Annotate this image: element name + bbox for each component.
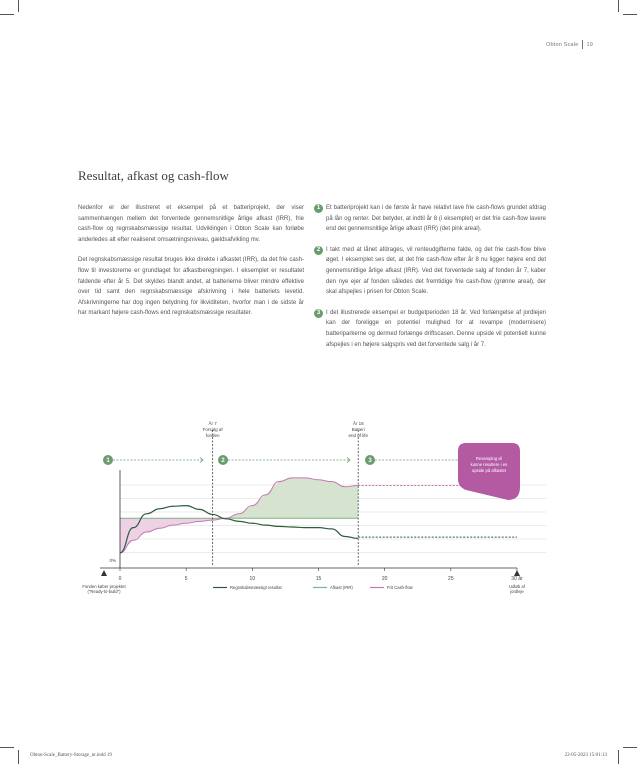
legend-label: Regnskabsmæssigt resultat: [230, 585, 282, 590]
marker-label: end of life: [348, 433, 368, 438]
start-label: Fonden køber projektet: [82, 584, 126, 589]
x-tick-label: 20: [381, 576, 388, 582]
footer-file: Obton-Scale_Battery-Storage_nr.indd 19: [30, 753, 112, 758]
point-text: Et batteriprojekt kan i de første år have relativt lave frie cash-flows grundet afdrag på lån og renter. Det betyder, at indtil år 8 (i eksemplet) er det frie cash-flow lavere end det gennemsnitlige årlige afkast (IRR) (det pink areal).: [326, 205, 546, 233]
marker-label: Forsalg af: [202, 427, 223, 432]
crop-mark: [18, 750, 19, 764]
point-badge: 2: [314, 246, 323, 255]
marker-label: År 18: [352, 421, 364, 426]
crop-mark: [623, 14, 637, 15]
point-text: I takt med at lånet afdrages, vil renteudgifterne falde, og det frie cash-flow blive øget. I eksemplet ses det, at det frie cash-flow efter år 8 nu ligger højere end det gennemsnitlige årlige afkast (IRR). Ved det forventede salg af fonden år 7, kaber den nye ejer af fonden således det fremtidige frie cash-flow (grønne areal), der skal afspejles i prisen for Obton Scale.: [326, 246, 546, 296]
crop-mark: [623, 747, 637, 748]
x-tick-label: 25: [448, 576, 454, 582]
phase-badge-number: 2: [221, 458, 225, 464]
phase-badge-number: 1: [106, 458, 110, 464]
numbered-point: [314, 308, 546, 350]
running-header: [546, 40, 593, 49]
crop-mark: [18, 0, 19, 12]
marker-label: Batteri: [351, 427, 365, 432]
cashflow-chart: [0, 415, 637, 610]
numbered-point: [314, 203, 546, 235]
header-divider: [582, 40, 583, 49]
header-brand: Obton Scale: [545, 41, 579, 48]
numbered-point: [314, 245, 546, 298]
point-text: I det illustrerede eksempel er budgetperioden 18 år. Ved forlængelse af jordlejen kan der foreligge en potentiel mulighed for at revampe (modernisere) batteriparkerne og dermed forlænge driftscasen. Denne upside vil potentielt kunne afspejles i en højere salgspris ved det forventede salg i år 7.: [326, 309, 546, 348]
marker-label: fonden: [205, 433, 220, 438]
callout-text: upside på afkastet: [472, 468, 506, 473]
left-paragraph: Det regnskabsmæssige resultat bruges ikke direkte i afkastet (IRR), da det frie cash-flow til investorerne er grundlaget for afkastberegningen. I eksemplet er resultatet faldende efter år 5. Det skyldes blandt andet, at batterierne bliver mindre effektive over tid samt den regnskabsmæssige afskrivning i hele batteriets levetid. Afskrivningerne har dog ingen betydning for likviditeten, hvorfor man i de sidste år har markant højere cash-flows end regnskabsmæssige resultater.: [78, 257, 304, 317]
crop-mark: [0, 14, 14, 15]
right-column: [314, 203, 546, 360]
marker-label: År 7: [208, 421, 217, 426]
crop-mark: [0, 747, 14, 748]
x-tick-label: 0: [118, 576, 122, 582]
x-tick-label: 15: [315, 576, 322, 582]
phase-badge-number: 3: [368, 458, 372, 464]
footer-timestamp: 22-05-2023 15:01:13: [564, 753, 607, 758]
legend-label: Frit Cash-flow: [387, 585, 413, 590]
x-tick-label: 5: [184, 576, 188, 582]
start-label: ("Ready-to-build"): [87, 589, 121, 594]
left-column: [78, 203, 304, 329]
end-label: Udløb af: [509, 584, 525, 589]
callout-text: kunne resultere i en: [470, 462, 508, 467]
end-label: jordleje: [510, 589, 524, 594]
pink-area: [120, 518, 226, 553]
page-title: Resultat, afkast og cash-flow: [78, 168, 229, 183]
point-badge: 1: [314, 204, 323, 213]
x-tick-label: 10: [249, 576, 256, 582]
header-page-number: 19: [586, 41, 593, 48]
crop-mark: [618, 750, 619, 764]
callout-text: Revamping vil: [475, 456, 503, 461]
start-triangle-icon: [101, 570, 107, 576]
left-paragraph: Nedenfor er der illustreret et eksempel på et batteriprojekt, der viser sammenhængen mellem det forventede gennemsnitlige årlige afkast (IRR), frie cash-flow og regnskabsmæssige resultat. Udviklingen i Obton Scale kan forløbe anderledes alt efter realiseret omsætningsniveau, gældsafvikling mv.: [78, 205, 304, 243]
point-badge: 3: [314, 309, 323, 318]
y-zero-label: 0%: [109, 558, 116, 563]
x-tick-label: 30 år: [511, 576, 523, 582]
legend-label: Afkast (IRR): [330, 585, 353, 590]
end-triangle-icon: [514, 570, 520, 576]
crop-mark: [618, 0, 619, 12]
